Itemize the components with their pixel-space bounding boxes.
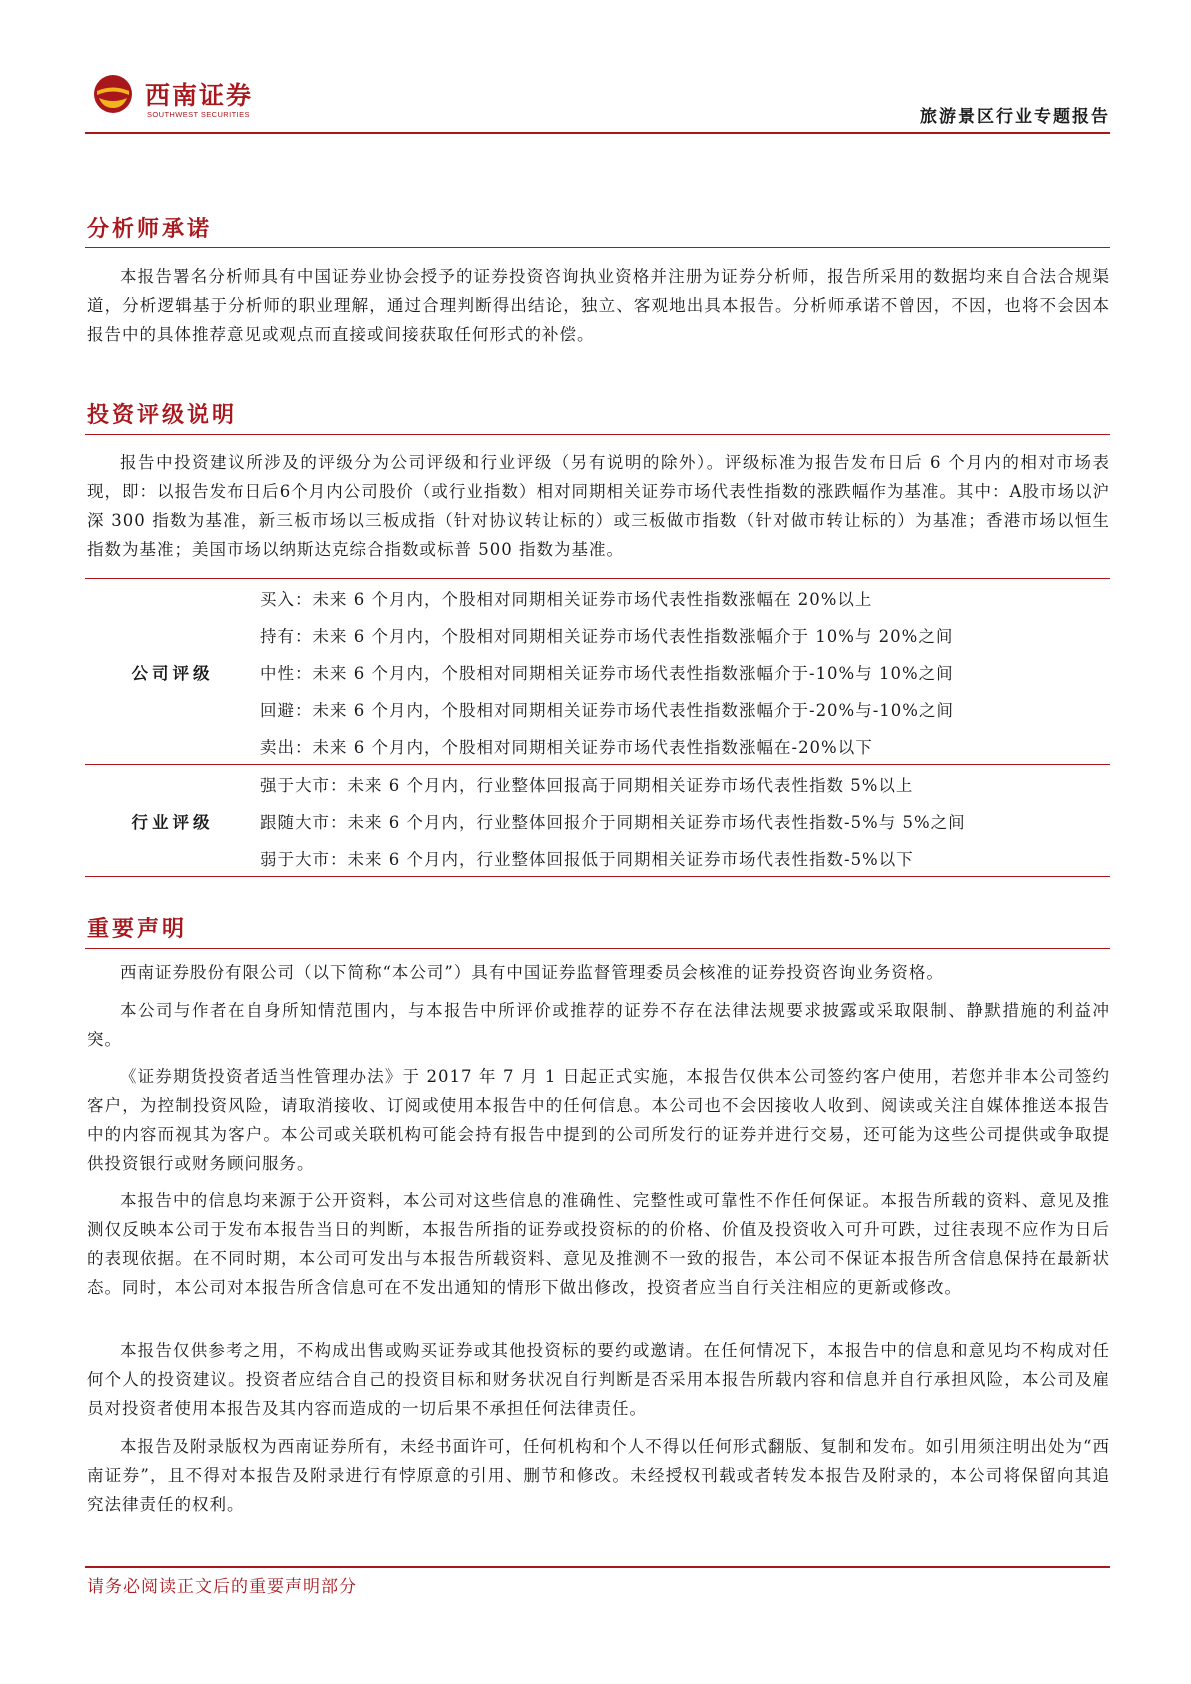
company-rating-label: 公司评级: [131, 663, 214, 683]
company-rating-hold: 持有：未来 6 个月内，个股相对同期相关证券市场代表性指数涨幅介于 10%与 20%之间: [260, 626, 954, 646]
disclaimer-paragraph: 本报告仅供参考之用，不构成出售或购买证券或其他投资标的要约或邀请。在任何情况下，本报告中的信息和意见均不构成对任何个人的投资建议。投资者应结合自己的投资目标和财务状况自行判断是否采用本报告所载内容和信息并自行承担风险，本公司及雇员对投资者使用本报告及其内容而造成的一切后果不承担任何法律责任。: [87, 1341, 1110, 1418]
industry-rating-underperform: 弱于大市：未来 6 个月内，行业整体回报低于同期相关证券市场代表性指数-5%以下: [260, 849, 914, 869]
disclaimer-paragraph: 本报告中的信息均来源于公开资料，本公司对这些信息的准确性、完整性或可靠性不作任何保证。本报告所载的资料、意见及推测仅反映本公司于发布本报告当日的判断，本报告所指的证券或投资标的的价格、价值及投资收入可升可跌，过往表现不应作为日后的表现依据。在不同时期，本公司可发出与本报告所载资料、意见及推测不一致的报告，本公司不保证本报告所含信息保持在最新状态。同时，本公司对本报告所含信息可在不发出通知的情形下做出修改，投资者应当自行关注相应的更新或修改。: [87, 1191, 1110, 1297]
company-rating-sell: 卖出：未来 6 个月内，个股相对同期相关证券市场代表性指数涨幅在-20%以下: [260, 737, 873, 757]
logo-english-name: SOUTHWEST SECURITIES: [147, 110, 250, 119]
rating-row: [85, 579, 1110, 617]
header-divider: [85, 132, 1110, 134]
disclaimer-paragraph: 本报告及附录版权为西南证券所有，未经书面许可，任何机构和个人不得以任何形式翻版、复制和发布。如引用须注明出处为“西南证券”，且不得对本报告及附录进行有悖原意的引用、删节和修改。未经授权刊载或者转发本报告及附录的，本公司将保留向其追究法律责任的权利。: [87, 1437, 1110, 1514]
rating-heading: 投资评级说明: [87, 402, 238, 428]
section-divider: [85, 948, 1110, 949]
footer-notice: 请务必阅读正文后的重要声明部分: [87, 1577, 357, 1597]
disclaimer-paragraph: 本公司与作者在自身所知情范围内，与本报告中所评价或推荐的证券不存在法律法规要求披露或采取限制、静默措施的利益冲突。: [87, 1001, 1110, 1049]
logo-chinese-name: 西南证券: [145, 81, 254, 110]
rating-paragraph: 报告中投资建议所涉及的评级分为公司评级和行业评级（另有说明的除外）。评级标准为报告发布日后 6 个月内的相对市场表现，即：以报告发布日后6个月内公司股价（或行业指数）相对同期相关证券市场代表性指数的涨跌幅作为基准。其中：A股市场以沪深 300 指数为基准，新三板市场以三板成指（针对协议转让标的）或三板做市指数（针对做市转让标的）为基准；香港市场以恒生指数为基准；美国市场以纳斯达克综合指数或标普 500 指数为基准。: [87, 453, 1110, 559]
section-divider: [85, 434, 1110, 435]
company-rating-neutral: 中性：未来 6 个月内，个股相对同期相关证券市场代表性指数涨幅介于-10%与 10%之间: [260, 663, 954, 683]
company-rating-buy: 买入：未来 6 个月内，个股相对同期相关证券市场代表性指数涨幅在 20%以上: [260, 589, 873, 609]
industry-rating-outperform: 强于大市：未来 6 个月内，行业整体回报高于同期相关证券市场代表性指数 5%以上: [260, 775, 914, 795]
section-divider: [85, 247, 1110, 248]
disclaimer-heading: 重要声明: [87, 916, 188, 942]
disclaimer-paragraph: 《证券期货投资者适当性管理办法》于 2017 年 7 月 1 日起正式实施，本报告仅供本公司签约客户使用，若您并非本公司签约客户，为控制投资风险，请取消接收、订阅或使用本报告中的任何信息。本公司也不会因接收人收到、阅读或关注自媒体推送本报告中的内容而视其为客户。本公司或关联机构可能会持有报告中提到的公司所发行的证券并进行交易，还可能为这些公司提供或争取提供投资银行或财务顾问服务。: [87, 1067, 1110, 1173]
footer-divider: [85, 1566, 1110, 1568]
company-rating-avoid: 回避：未来 6 个月内，个股相对同期相关证券市场代表性指数涨幅介于-20%与-10%之间: [260, 700, 954, 720]
company-logo-icon: [93, 74, 133, 114]
page-header: [85, 66, 1110, 130]
analyst-commitment-heading: 分析师承诺: [87, 216, 213, 242]
rating-table: [85, 578, 1110, 877]
industry-rating-inline: 跟随大市：未来 6 个月内，行业整体回报介于同期相关证券市场代表性指数-5%与 5%之间: [260, 812, 966, 832]
analyst-commitment-paragraph: 本报告署名分析师具有中国证券业协会授予的证券投资咨询执业资格并注册为证券分析师，报告所采用的数据均来自合法合规渠道，分析逻辑基于分析师的职业理解，通过合理判断得出结论，独立、客观地出具本报告。分析师承诺不曾因，不因，也将不会因本报告中的具体推荐意见或观点而直接或间接获取任何形式的补偿。: [87, 267, 1110, 344]
disclaimer-paragraph: 西南证券股份有限公司（以下简称“本公司”）具有中国证券监督管理委员会核准的证券投资咨询业务资格。: [120, 963, 944, 982]
rating-row: [85, 765, 1110, 803]
report-title: 旅游景区行业专题报告: [920, 107, 1110, 127]
industry-rating-label: 行业评级: [85, 765, 260, 877]
